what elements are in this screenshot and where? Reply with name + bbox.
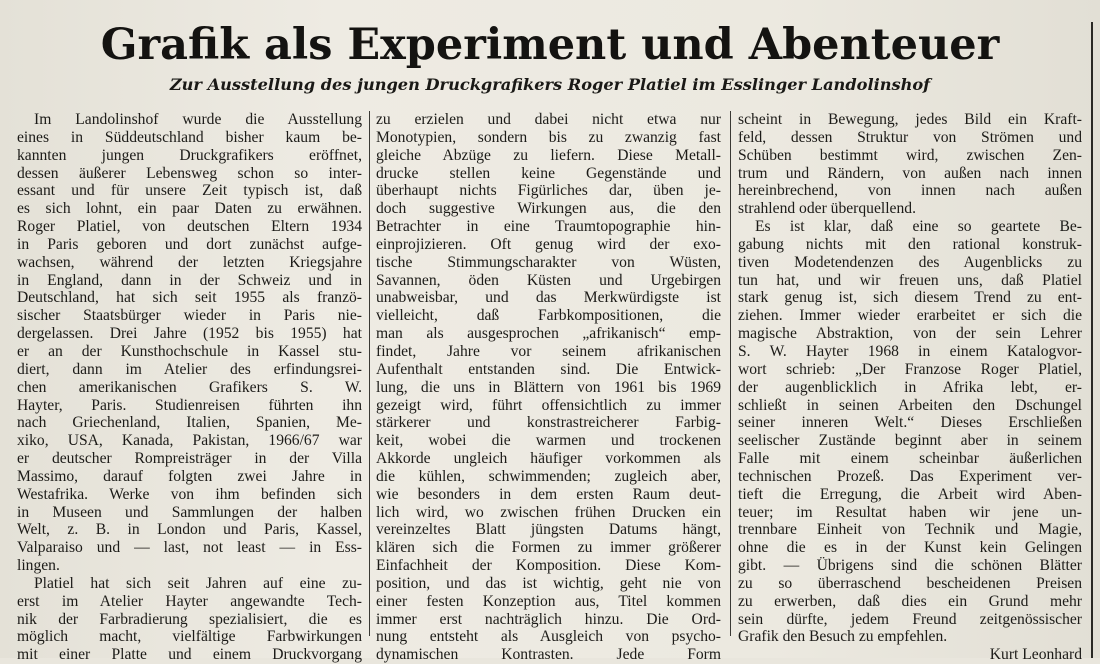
column-3 [738,111,1082,664]
text-line: Hayter, Paris. Studienreisen führten ihn [17,396,362,414]
text-line: lung, die uns in Blättern von 1961 bis 1969 [376,378,721,396]
text-line: Platiel hat sich seit Jahren auf eine zu- [34,574,362,592]
text-line: scheint in Bewegung, jedes Bild ein Kraft- [738,111,1082,128]
text-line: Betrachter in eine Traumtopographie hin- [376,218,721,236]
text-line: stark genug ist, sich diesem Trend zu ent- [738,289,1082,307]
text-line: Einfachheit der Komposition. Diese Kom- [376,557,721,575]
text-line: er an der Kunsthochschule in Kassel stu- [17,342,362,360]
text-line: trum und Rändern, von außen nach innen [738,164,1082,182]
text-line: strahlend oder überquellend. [738,200,916,218]
text-line: kannten jungen Druckgrafikers eröffnet, [17,146,362,164]
text-line: nik der Farbradierung spezialisiert, die es [17,610,362,628]
text-line: xiko, USA, Kanada, Pakistan, 1966/67 war [17,432,362,450]
text-line: hereinbrechend, von innen nach außen [738,182,1082,200]
text-line: wachsen, während der letzten Kriegsjahre [17,253,362,271]
text-line: schließt in seinen Arbeiten den Dschungel [738,396,1082,414]
text-line: zu erwerben, daß dies ein Grund mehr [738,592,1082,610]
text-line: diert, dann im Atelier des erfindungsrei- [17,360,362,378]
text-line: Westafrika. Werke von ihm befinden sich [17,485,362,503]
column-divider-1 [369,111,370,636]
text-line: stärkerer und konstrastreicherer Farbig- [376,414,721,432]
text-line: Deutschland, hat sich seit 1955 als franzö- [17,289,362,307]
text-line: Schüben bestimmt wird, zwischen Zen- [738,146,1082,164]
text-line: Akkorde ungleich häufiger vorkommen als [376,450,721,468]
text-line: einer festen Konzeption aus, Titel kommen [376,592,721,610]
text-line: technischen Prozeß. Das Experiment ver- [738,467,1082,485]
text-line: gleiche Abzüge zu liefern. Diese Metall- [376,146,721,164]
text-line: lich wird, wo zwischen frühen Drucken ein [376,503,721,521]
article-author: Kurt Leonhard [989,646,1082,664]
text-line: man als ausgesprochen „afrikanisch“ emp- [376,325,721,343]
text-line: essant und für unsere Zeit typisch ist, daß [17,182,362,200]
column-1 [17,111,362,664]
text-line: dynamischen Kontrasten. Jede Form [376,646,721,664]
text-line: sischer Staatsbürger wieder in Paris nie- [17,307,362,325]
text-line: erst im Atelier Hayter angewandte Tech- [17,592,362,610]
text-line: vielleicht, daß Farbkompositionen, die [376,307,721,325]
text-line: Massimo, darauf folgten zwei Jahre in [17,467,362,485]
text-line: möglich macht, vielfältige Farbwirkungen [17,628,362,646]
text-line: chen amerikanischen Grafikers S. W. [17,378,362,396]
article-subheadline: Zur Ausstellung des jungen Druckgrafikers Roger Platiel im Esslinger Landolinshof [169,75,931,94]
text-line: feld, dessen Struktur von Strömen und [738,128,1082,146]
text-line: gezeigt wird, führt offensichtlich zu immer [376,396,721,414]
text-line: trennbare Einheit von Technik und Magie, [738,521,1082,539]
text-line: Falle mit einem scheinbar äußerlichen [738,450,1082,468]
text-line: einprojizieren. Oft genug wird der exo- [376,235,721,253]
text-line: zu so überraschend bescheidenen Preisen [738,574,1082,592]
text-line: Im Landolinshof wurde die Ausstellung [34,111,362,128]
text-line: nach Griechenland, Italien, Spanien, Me- [17,414,362,432]
text-line: Aufenthalt entstanden sind. Die Entwick- [376,360,721,378]
text-line: vereinzeltes Blatt jüngsten Datums hängt, [376,521,721,539]
text-line: ohne die es in der Kunst kein Gelingen [738,539,1082,557]
text-line: die kühlen, schwimmenden; zugleich aber, [376,467,721,485]
text-line: position, und das ist wichtig, geht nie von [376,574,721,592]
article-headline: Grafik als Experiment und Abenteuer [100,20,1000,70]
text-line: Welt, z. B. in London und Paris, Kassel, [17,521,362,539]
text-line: es sich lohnt, ein paar Daten zu erwähnen. [17,200,362,218]
text-line: teuer; im Resultat haben wir jene un- [738,503,1082,521]
text-line: tun hat, und wir freuen uns, daß Platiel [738,271,1082,289]
text-line: in Museen und Sammlungen der halben [17,503,362,521]
text-line: wie besonders in dem ersten Raum deut- [376,485,721,503]
text-line: drucke stellen keine Gegenstände und [376,164,721,182]
text-line: dessen äußerer Lebensweg schon so inter- [17,164,362,182]
text-line: tiven Modetendenzen des Augenblicks zu [738,253,1082,271]
text-line: S. W. Hayter 1968 in einem Katalogvor- [738,342,1082,360]
text-line: lingen. [17,557,60,575]
text-line: gabung nichts mit den rational konstruk- [738,235,1082,253]
text-line: in Paris geboren und dort zunächst aufge- [17,235,362,253]
text-line: tische Stimmungscharakter von Wüsten, [376,253,721,271]
text-line: nung entsteht als Ausgleich von psycho- [376,628,721,646]
text-line: Valparaiso und — last, not least — in Ess- [17,539,362,557]
text-line: in England, dann in der Schweiz und in [17,271,362,289]
text-line: Savannen, öden Küsten und Urgebirgen [376,271,721,289]
text-line: seelischer Zustände beginnt aber in seinem [738,432,1082,450]
text-line: dergelassen. Drei Jahre (1952 bis 1955) hat [17,325,362,343]
text-line: Monotypien, sondern bis zu zwanzig fast [376,128,721,146]
right-edge-rule [1091,22,1093,658]
text-line: überhaupt nichts Figürliches dar, üben je- [376,182,721,200]
text-line: eines in Süddeutschland bisher kaum be- [17,128,362,146]
text-line: Es ist klar, daß eine so geartete Be- [755,218,1082,236]
text-line: gibt. — Übrigens sind die schönen Blätter [738,557,1082,575]
text-line: doch suggestive Wirkungen aus, die den [376,200,721,218]
text-line: magische Abstraktion, von der sein Lehrer [738,325,1082,343]
text-line: Roger Platiel, von deutschen Eltern 1934 [17,218,362,236]
text-line: immer erst nachträglich hinzu. Die Ord- [376,610,721,628]
text-line: wort schrieb: „Der Franzose Roger Platiel, [738,360,1082,378]
text-line: keit, wobei die warmen und trockenen [376,432,721,450]
text-line: mit einer Platte und einem Druckvorgang [17,646,362,664]
text-line: der augenblicklich in Afrika lebt, er- [738,378,1082,396]
text-line: Grafik den Besuch zu empfehlen. [738,628,948,646]
text-line: seiner inneren Welt.“ Dieses Erschließen [738,414,1082,432]
column-divider-2 [730,111,731,636]
text-line: sein dürfte, jedem Freund zeitgenössischer [738,610,1082,628]
text-line: findet, Jahre vor seinem afrikanischen [376,342,721,360]
text-line: zu erzielen und dabei nicht etwa nur [376,111,721,128]
text-line: tieft die Erregung, die Arbeit wird Aben- [738,485,1082,503]
text-line: ziehen. Immer wieder erarbeitet er sich die [738,307,1082,325]
column-2 [376,111,721,664]
text-line: er deutscher Rompreisträger in der Villa [17,450,362,468]
text-line: klären sich die Formen zu immer größerer [376,539,721,557]
text-line: unabweisbar, und das Merkwürdigste ist [376,289,721,307]
